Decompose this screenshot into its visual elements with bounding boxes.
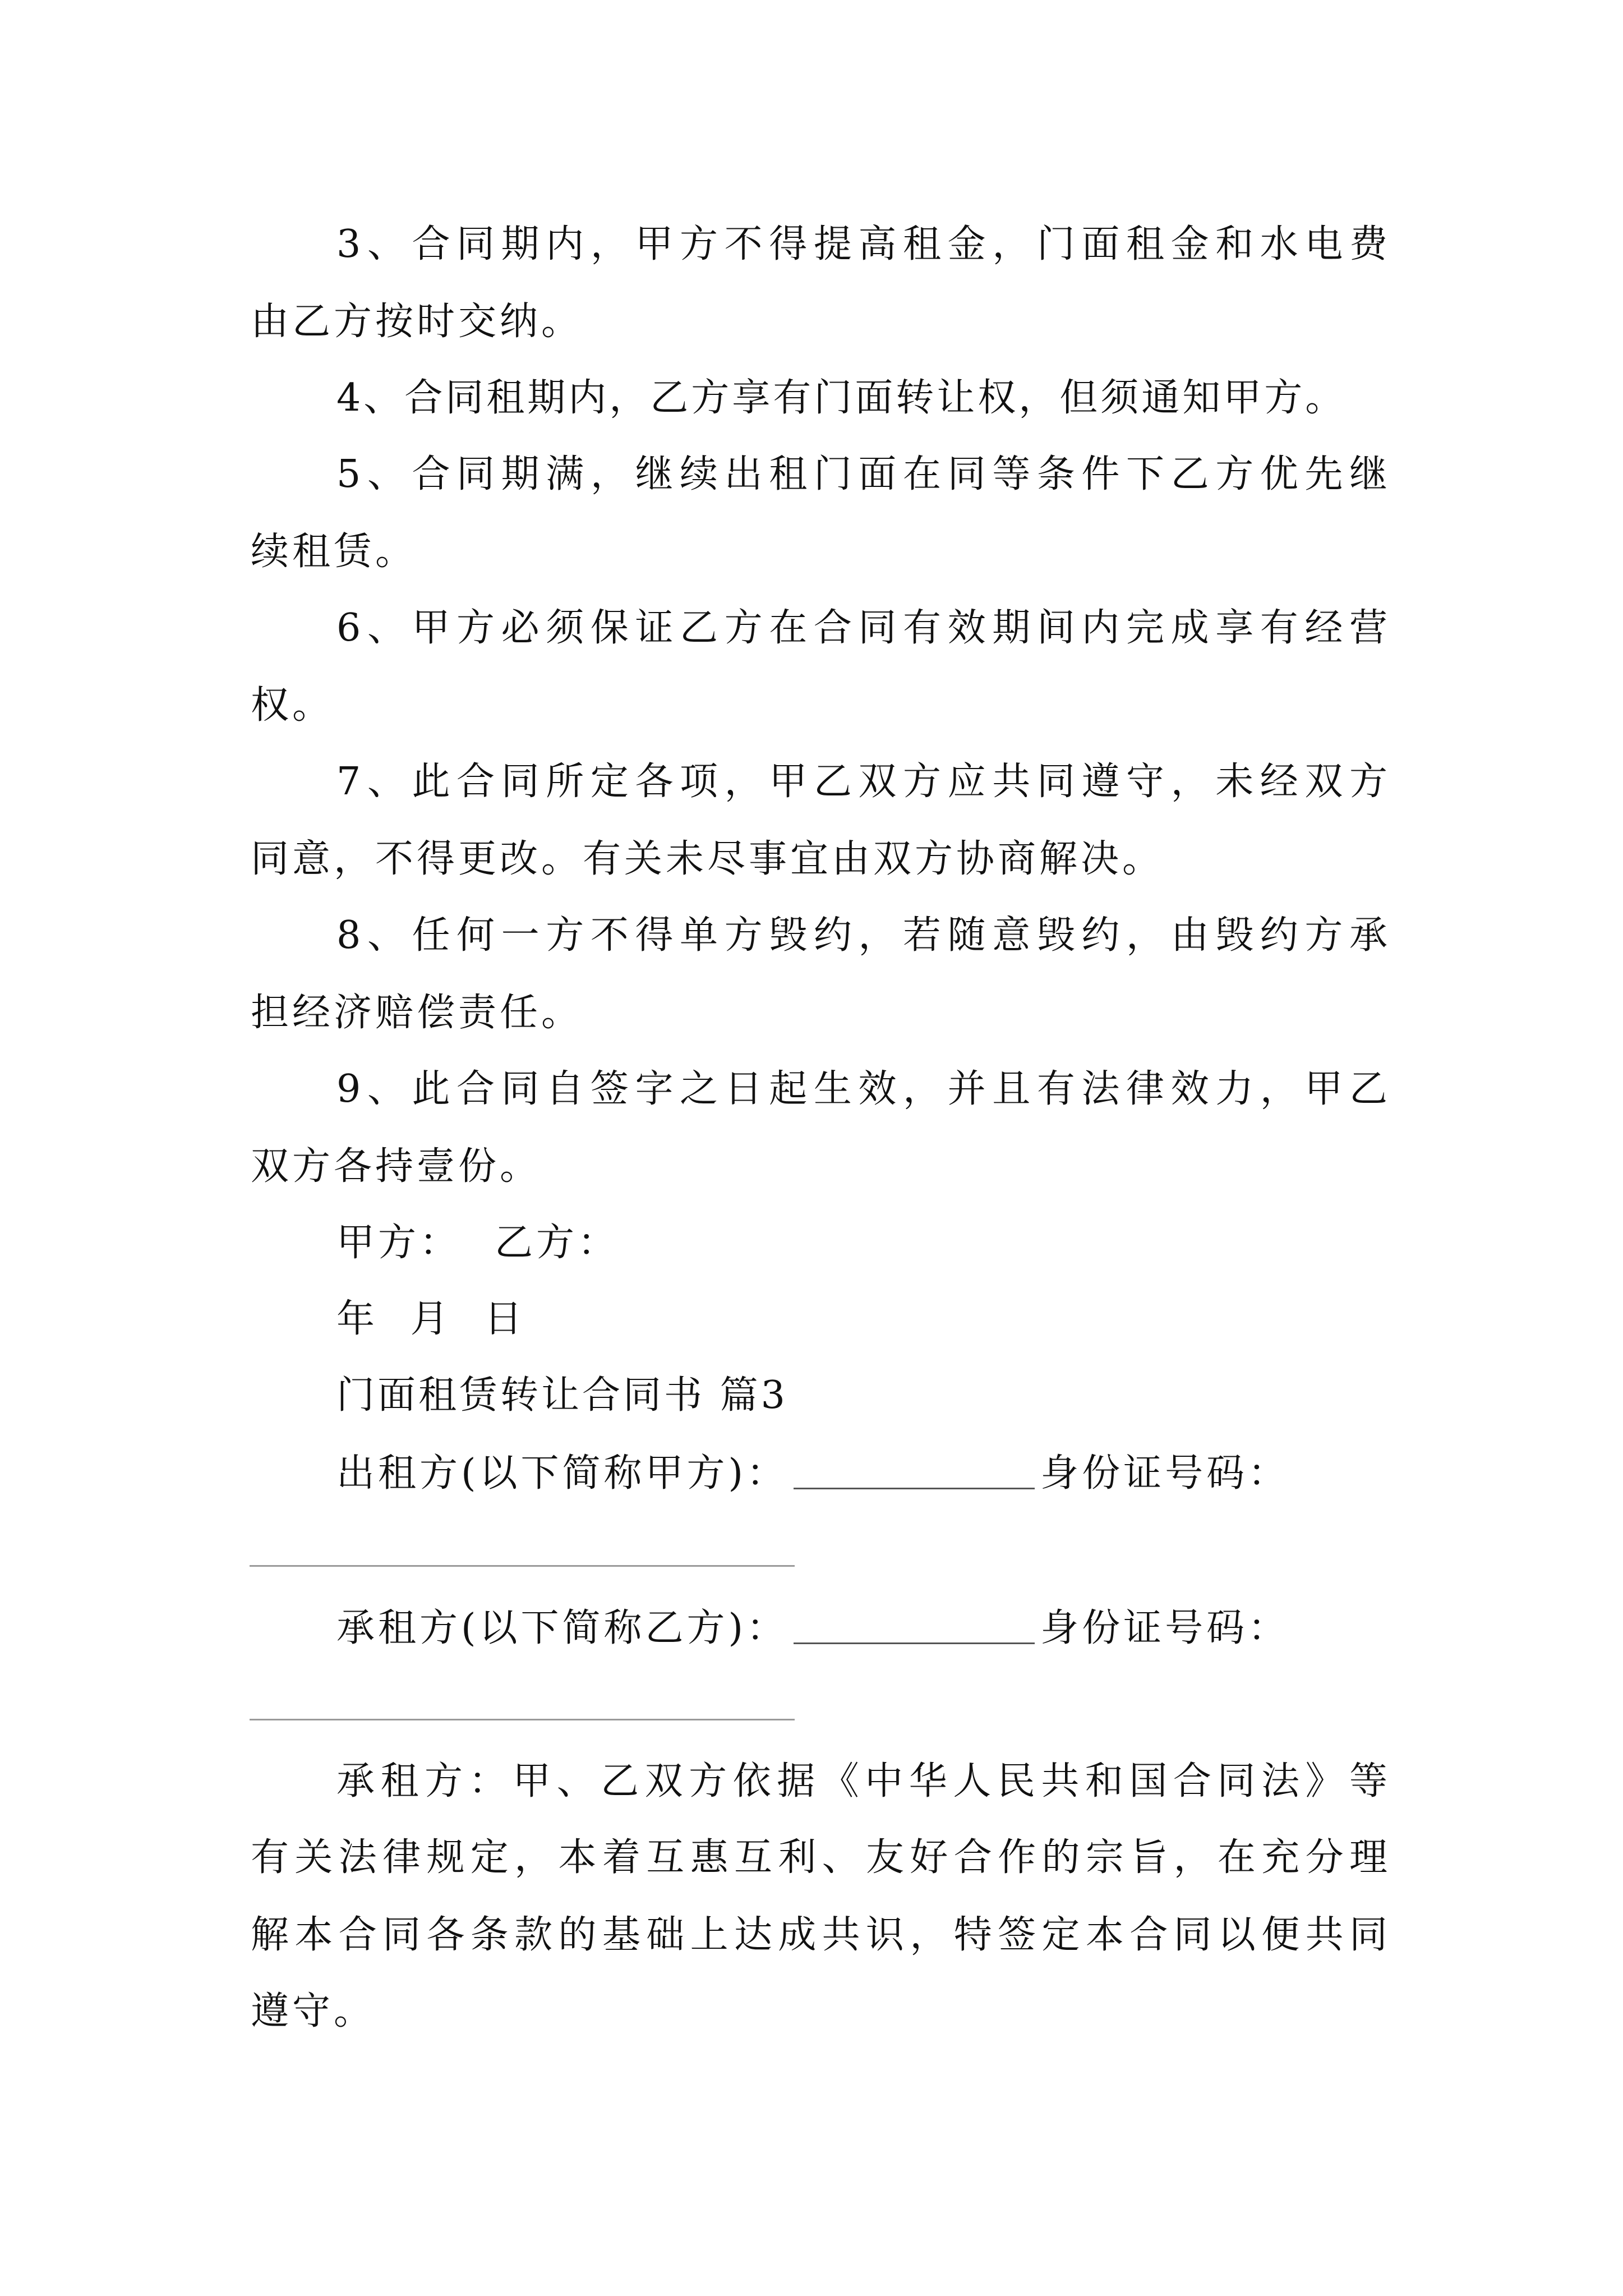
clause-5-line-2: 续租赁。 [251, 530, 417, 574]
party-a-signature-label: 甲方： [336, 1221, 462, 1265]
lessee-id-label: 身份证号码： [1040, 1606, 1290, 1650]
preamble-line-1: 承租方：甲、乙双方依据《中华人民共和国合同法》等 [336, 1759, 1391, 1803]
lessee-label: 承租方(以下简称乙方)： [336, 1606, 789, 1650]
clause-8-line-2: 担经济赔偿责任。 [251, 991, 583, 1035]
clause-8-line-1: 8、任何一方不得单方毁约，若随意毁约，由毁约方承 [336, 913, 1391, 958]
clause-9-line-1: 9、此合同自签字之日起生效，并且有法律效力，甲乙 [336, 1067, 1391, 1111]
clause-3-line-2: 由乙方按时交纳。 [251, 300, 583, 344]
clause-4-line-1: 4、合同租期内，乙方享有门面转让权，但须通知甲方。 [336, 376, 1347, 420]
lessor-label: 出租方(以下简称甲方)： [336, 1451, 789, 1496]
section-title: 门面租赁转让合同书 篇3 [336, 1373, 788, 1418]
clause-5-line-1: 5、合同期满，继续出租门面在同等条件下乙方优先继 [336, 452, 1391, 496]
lessor-line [336, 1451, 1290, 1496]
lessor-id-blank[interactable] [250, 1565, 795, 1567]
preamble-line-3: 解本合同各条款的基础上达成共识，特签定本合同以便共同 [251, 1913, 1391, 1957]
lessor-id-label: 身份证号码： [1040, 1451, 1290, 1496]
clause-6-line-2: 权。 [251, 683, 334, 728]
clause-7-line-1: 7、此合同所定各项，甲乙双方应共同遵守，未经双方 [336, 760, 1391, 804]
lessee-name-blank[interactable] [794, 1609, 1035, 1644]
lessee-line [336, 1606, 1290, 1650]
party-b-signature-label: 乙方： [495, 1221, 620, 1265]
signature-date: 年 月 日 [336, 1297, 526, 1341]
preamble-line-4: 遵守。 [251, 1989, 376, 2033]
clause-6-line-1: 6、甲方必须保证乙方在合同有效期间内完成享有经营 [336, 606, 1391, 650]
signature-line [336, 1221, 620, 1265]
lessee-id-blank[interactable] [250, 1719, 795, 1720]
clause-7-line-2: 同意，不得更改。有关未尽事宜由双方协商解决。 [251, 837, 1164, 881]
clause-9-line-2: 双方各持壹份。 [251, 1144, 542, 1189]
clause-3-line-1: 3、合同期内，甲方不得提高租金，门面租金和水电费 [336, 222, 1391, 266]
preamble-line-2: 有关法律规定，本着互惠互利、友好合作的宗旨，在充分理 [251, 1835, 1391, 1880]
lessor-name-blank[interactable] [794, 1454, 1035, 1489]
